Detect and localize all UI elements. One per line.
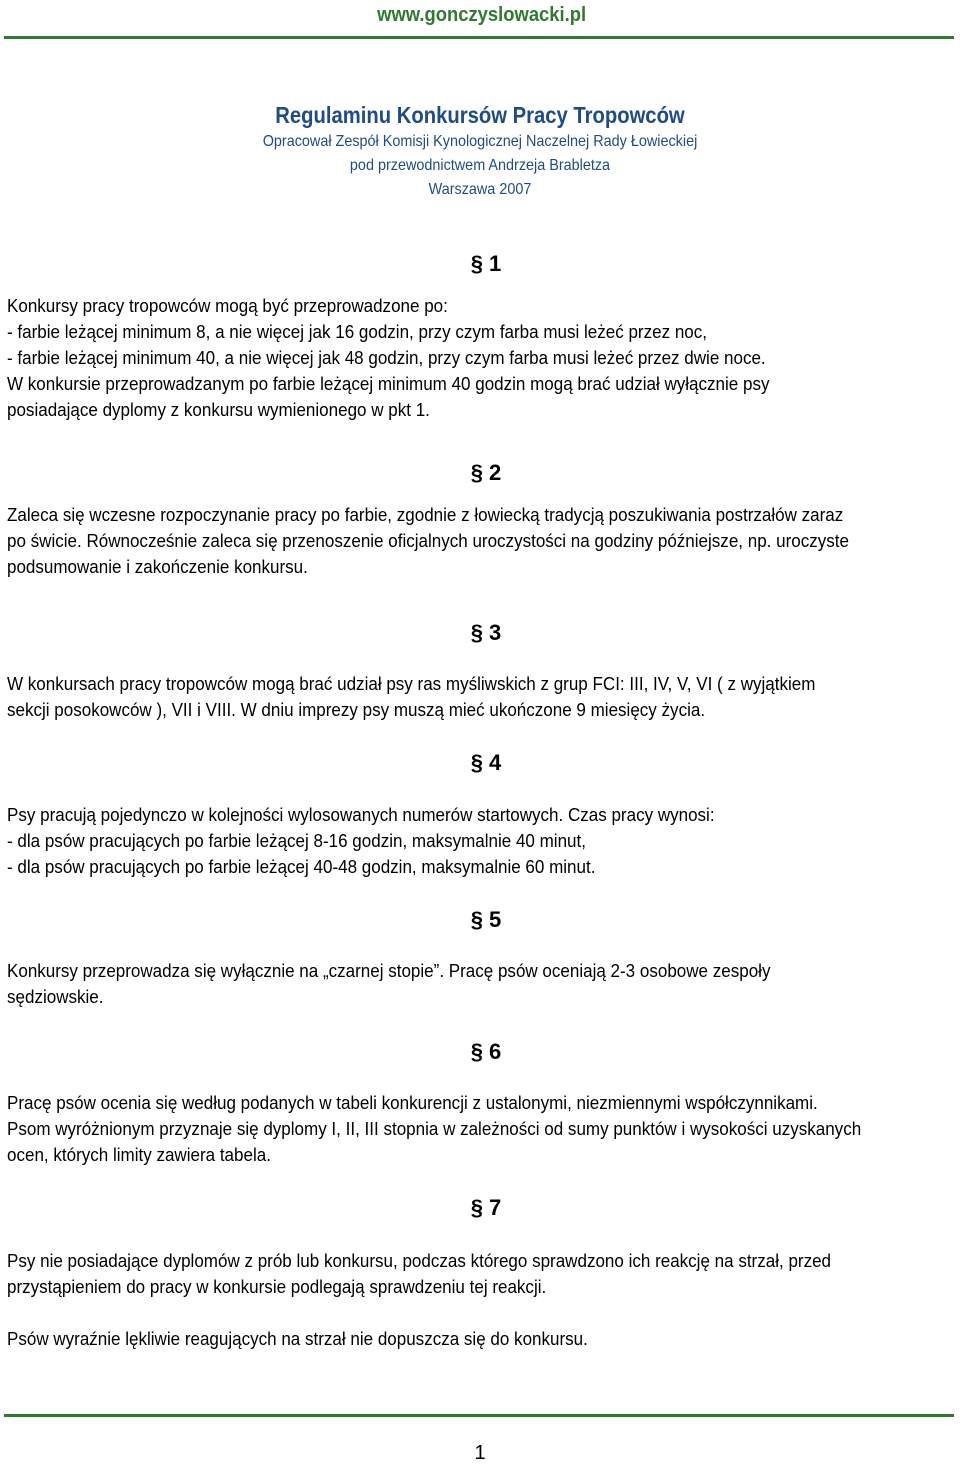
page-number: 1 — [474, 1442, 486, 1464]
section-5-paragraph: Konkursy przeprowadza się wyłącznie na „czarnej stopie”. Pracę psów oceniają 2-3 osobowe zespoły sędziowskie. — [7, 960, 771, 1007]
section-7-paragraph: Psy nie posiadające dyplomów z prób lub konkursu, podczas którego sprawdzono ich reakcję na strzał, przed przystąpieniem do pracy w konkursie podlegają sprawdzeniu tej reakcji. — [7, 1250, 832, 1297]
bottom-divider — [4, 1414, 954, 1417]
section-heading-1: § 1 — [470, 251, 502, 276]
section-heading-2: § 2 — [470, 460, 502, 485]
section-heading-4: § 4 — [470, 750, 502, 775]
site-url[interactable]: www.gonczyslowacki.pl — [377, 4, 586, 26]
chair-line: pod przewodnictwem Andrzeja Brabletza — [349, 157, 611, 174]
section-heading-3: § 3 — [470, 620, 502, 645]
author-line: Opracował Zespół Komisji Kynologicznej Naczelnej Rady Łowieckiej — [262, 133, 698, 150]
section-7-paragraph-2: Psów wyraźnie lękliwie reagujących na strzał nie dopuszcza się do konkursu. — [7, 1328, 588, 1349]
section-6-paragraph: Pracę psów ocenia się według podanych w tabeli konkurencji z ustalonymi, niezmiennymi współczynnikami. Psom wyróżnionym przyznaje się dyplomy I, II, III stopnia w zależności od sumy punktów i wysokości uzyskanych ocen, których limity zawiera tabela. — [7, 1092, 862, 1165]
document-header — [0, 100, 960, 202]
section-heading-7: § 7 — [470, 1195, 502, 1220]
section-1-paragraph: Konkursy pracy tropowców mogą być przeprowadzone po: - farbie leżącej minimum 8, a nie więcej jak 16 godzin, przy czym farba musi leżeć przez noc, - farbie leżącej minimum 40, a nie więcej jak 48 godzin, przy czym farba musi leżeć przez dwie noce. W konkursie przeprowadzanym po farbie leżącej minimum 40 godzin mogą brać udział wyłącznie psy posiadające dyplomy z konkursu wymienionego w pkt 1. — [7, 295, 770, 420]
section-heading-6: § 6 — [470, 1039, 502, 1064]
top-divider — [4, 36, 954, 39]
place-date-line: Warszawa 2007 — [428, 181, 532, 198]
section-3-paragraph: W konkursach pracy tropowców mogą brać udział psy ras myśliwskich z grup FCI: III, IV, V, VI ( z wyjątkiem sekcji posokowców ), VII i VIII. W dniu imprezy psy muszą mieć ukończone 9 miesięcy życia. — [7, 673, 816, 720]
section-heading-5: § 5 — [470, 907, 502, 932]
section-2-paragraph: Zaleca się wczesne rozpoczynanie pracy po farbie, zgodnie z łowiecką tradycją poszukiwania postrzałów zaraz po świcie. Równocześnie zaleca się przenoszenie oficjalnych uroczystości na godziny późniejsze, np. uroczyste podsumowanie i zakończenie konkursu. — [7, 504, 849, 577]
document-title: Regulaminu Konkursów Pracy Tropowców — [275, 102, 685, 128]
section-4-paragraph: Psy pracują pojedynczo w kolejności wylosowanych numerów startowych. Czas pracy wynosi: - dla psów pracujących po farbie leżącej 8-16 godzin, maksymalnie 40 minut, - dla psów pracujących po farbie leżącej 40-48 godzin, maksymalnie 60 minut. — [7, 804, 715, 877]
